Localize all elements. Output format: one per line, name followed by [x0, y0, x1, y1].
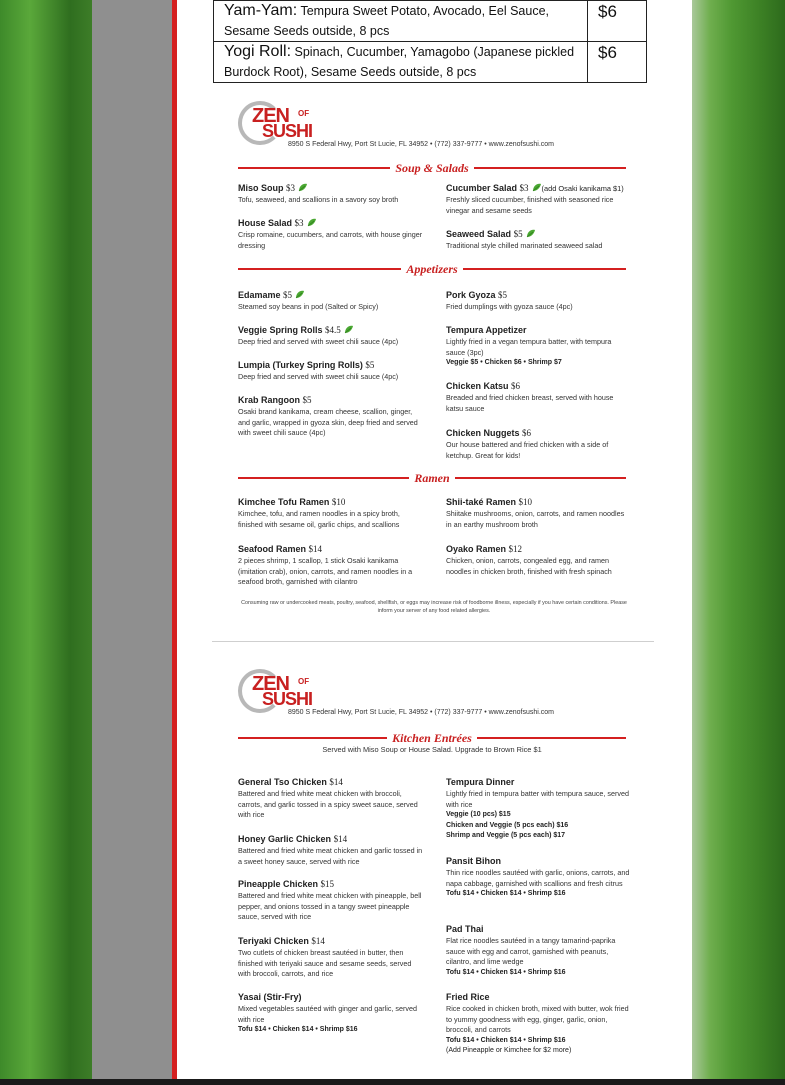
menu-item-title: [238, 395, 423, 406]
page-separator: [212, 641, 654, 642]
item-description: Tofu, seaweed, and scallions in a savory soy broth: [238, 195, 399, 204]
menu-item-title: [238, 325, 423, 336]
item-name: Tempura Appetizer: [446, 325, 527, 335]
item-name: Seafood Ramen: [238, 544, 307, 554]
menu-item-title: [446, 924, 631, 935]
item-name: Shii-také Ramen: [446, 497, 517, 507]
menu-item: [446, 992, 631, 1057]
menu-item-title: [446, 777, 631, 788]
item-price: $12: [508, 544, 523, 554]
item-description: Flat rice noodles sautéed in a tangy tamarind-paprika sauce with egg and carrot, garnished with peanuts, cilantro, and lime wedge: [446, 936, 616, 966]
menu-item: [446, 428, 631, 461]
vegetarian-leaf-icon: [307, 218, 317, 227]
menu-item-title: [238, 936, 423, 947]
item-name: Pansit Bihon: [446, 856, 502, 866]
menu-item-title: [238, 777, 423, 788]
menu-item-title: [238, 183, 423, 194]
menu-item: [238, 992, 423, 1036]
menu-item: [446, 183, 631, 216]
gray-band: [92, 0, 172, 1085]
background-right: [692, 0, 785, 1085]
item-price: $5: [498, 290, 508, 300]
menu-item-title: [238, 544, 423, 555]
item-options: Chicken and Veggie (5 pcs each) $16: [446, 821, 569, 829]
table-row: [214, 1, 647, 42]
menu-item-title: [446, 290, 631, 301]
item-description: Chicken, onion, carrots, congealed egg, and ramen noodles in chicken broth, finished with fresh spinach: [446, 556, 612, 576]
menu-item-title: [238, 360, 423, 371]
item-price: $14: [311, 936, 325, 946]
item-description: Crisp romaine, cucumbers, and carrots, with house ginger dressing: [238, 230, 423, 250]
menu-item: [446, 290, 631, 313]
item-description: Lightly fried in tempura batter with tempura sauce, served with rice: [446, 789, 629, 809]
item-price: $5: [302, 395, 312, 405]
menu-item: [238, 879, 423, 923]
roll-price: $6: [588, 1, 647, 42]
menu-item: [238, 777, 423, 821]
item-name: Chicken Katsu: [446, 381, 509, 391]
item-name: Honey Garlic Chicken: [238, 834, 332, 844]
item-price: $3: [519, 183, 529, 193]
menu-item: [238, 325, 423, 348]
menu-item: [446, 924, 631, 978]
menu-item-title: [238, 218, 423, 229]
item-description: Deep fried and served with sweet chili sauce (4pc): [238, 337, 399, 346]
item-price: $6: [522, 428, 532, 438]
item-extra: (add Osaki kanikama $1): [541, 184, 624, 193]
menu-page-1: [230, 97, 630, 617]
menu-item: [446, 229, 631, 252]
menu-item: [238, 834, 423, 867]
menu-item: [238, 497, 423, 530]
zen-logo: ZEN OF SUSHI: [238, 97, 358, 143]
item-name: Cucumber Salad: [446, 183, 518, 193]
item-description: Freshly sliced cucumber, finished with seasoned rice vinegar and sesame seeds: [446, 195, 614, 215]
item-description: Battered and fried white meat chicken with broccoli, carrots, and garlic tossed in a spicy sweet sauce, served with rice: [238, 789, 418, 819]
item-description: Deep fried and served with sweet chili sauce (4pc): [238, 372, 399, 381]
item-options: Tofu $14 • Chicken $14 • Shrimp $16: [238, 1026, 358, 1033]
item-name: Chicken Nuggets: [446, 428, 520, 438]
item-description: Rice cooked in chicken broth, mixed with butter, wok fried to yummy goodness with egg, ginger, garlic, onion, broccoli, and carrots: [446, 1004, 629, 1034]
menu-item: [446, 856, 631, 900]
item-options: Tofu $14 • Chicken $14 • Shrimp $16: [446, 1036, 566, 1044]
item-options: Tofu $14 • Chicken $14 • Shrimp $16: [446, 968, 566, 976]
menu-item: [238, 544, 423, 588]
menu-item-title: [238, 834, 423, 845]
roll-desc: Tempura Sweet Potato, Avocado, Eel Sauce, Sesame Seeds outside, 8 pcs: [224, 4, 549, 38]
menu-item-title: [446, 856, 631, 867]
menu-item: [446, 777, 631, 842]
item-options: Shrimp and Veggie (5 pcs each) $17: [446, 832, 566, 839]
food-safety-notice: Consuming raw or undercooked meats, poultry, seafood, shellfish, or eggs may increase risk of foodborne illness, especially if you have certain conditions. Please inform your server of any food related allergies.: [241, 600, 627, 614]
section-header-soup: Soup & Salads: [238, 161, 626, 175]
item-description: Osaki brand kanikama, cream cheese, scallion, ginger, and garlic, wrapped in gyoza skin, deep fried and served with sweet chili sauce (4pc): [238, 407, 418, 437]
item-options: Veggie $5 • Chicken $6 • Shrimp $7: [446, 359, 562, 366]
menu-item: [446, 381, 631, 414]
item-name: Pineapple Chicken: [238, 879, 319, 889]
menu-item: [446, 544, 631, 577]
item-name: Yasai (Stir-Fry): [238, 992, 302, 1002]
menu-item: [238, 218, 423, 251]
zen-logo: ZEN OF SUSHI: [238, 665, 358, 711]
item-name: Oyako Ramen: [446, 544, 507, 554]
menu-item-title: [446, 992, 631, 1003]
menu-item: [238, 936, 423, 980]
menu-item-title: [446, 381, 631, 392]
item-description: Mixed vegetables sautéed with ginger and garlic, served with rice: [238, 1004, 417, 1024]
section-header-appetizers: Appetizers: [238, 262, 626, 276]
item-description: Shiitake mushrooms, onion, carrots, and ramen noodles in an earthy mushroom broth: [446, 509, 625, 529]
contact-line: 8950 S Federal Hwy, Port St Lucie, FL 34952 • (772) 337-9777 • www.zenofsushi.com: [288, 141, 554, 148]
item-description: Battered and fried white meat chicken and garlic tossed in a sweet honey sauce, served with rice: [238, 846, 423, 866]
menu-item-title: [238, 992, 423, 1003]
roll-price: $6: [588, 42, 647, 83]
menu-item-title: [446, 428, 631, 439]
item-description: Thin rice noodles sautéed with garlic, onions, carrots, and napa cabbage, garnished with scallions and fresh citrus: [446, 868, 630, 888]
roll-desc: Spinach, Cucumber, Yamagobo (Japanese pickled Burdock Root), Sesame Seeds outside, 8 pcs: [224, 45, 575, 79]
item-price: $10: [331, 497, 346, 507]
vegetarian-leaf-icon: [526, 229, 536, 238]
menu-item: [238, 360, 423, 383]
bottom-bar: [0, 1079, 785, 1085]
item-options: (Add Pineapple or Kimchee for $2 more): [446, 1047, 572, 1054]
menu-item: [238, 183, 423, 206]
menu-item: [238, 290, 423, 313]
item-name: Krab Rangoon: [238, 395, 300, 405]
item-description: Fried dumplings with gyoza sauce (4pc): [446, 302, 573, 311]
item-options: Veggie (10 pcs) $15: [446, 811, 511, 818]
vegetarian-leaf-icon: [344, 325, 354, 334]
menu-item-title: [238, 497, 423, 508]
menu-item-title: [446, 544, 631, 555]
item-name: Seaweed Salad: [446, 229, 512, 239]
item-description: 2 pieces shrimp, 1 scallop, 1 stick Osaki kanikama (imitation crab), onion, carrots, and ramen noodles in a seafood broth, garnished with cilantro: [238, 556, 413, 586]
contact-line: 8950 S Federal Hwy, Port St Lucie, FL 34952 • (772) 337-9777 • www.zenofsushi.com: [288, 709, 554, 716]
item-description: Steamed soy beans in pod (Salted or Spicy): [238, 302, 379, 311]
item-price: $5: [283, 290, 293, 300]
roll-name: Yogi Roll:: [224, 43, 292, 60]
item-price: $3: [286, 183, 296, 193]
item-name: Pork Gyoza: [446, 290, 496, 300]
item-name: House Salad: [238, 218, 293, 228]
menu-page-2: [230, 665, 630, 1075]
item-description: Lightly fried in a vegan tempura batter, with tempura sauce (3pc): [446, 337, 612, 357]
item-price: $5: [513, 229, 523, 239]
item-description: Two cutlets of chicken breast sautéed in butter, then finished with teriyaki sauce and sesame seeds, served with broccoli, carrots, and rice: [238, 948, 412, 978]
vegetarian-leaf-icon: [532, 183, 542, 192]
section-header-kitchen-entrees: Kitchen Entrées: [238, 731, 626, 745]
entree-subline: Served with Miso Soup or House Salad. Upgrade to Brown Rice $1: [322, 745, 542, 754]
menu-item: [446, 325, 631, 369]
item-name: Pad Thai: [446, 924, 484, 934]
vegetarian-leaf-icon: [298, 183, 308, 192]
item-name: Veggie Spring Rolls: [238, 325, 323, 335]
item-name: Lumpia (Turkey Spring Rolls): [238, 360, 363, 370]
menu-item: [446, 497, 631, 530]
vegetarian-leaf-icon: [295, 290, 305, 299]
item-name: Tempura Dinner: [446, 777, 515, 787]
item-description: Breaded and fried chicken breast, served with house katsu sauce: [446, 393, 614, 413]
section-header-ramen: Ramen: [238, 471, 626, 485]
item-name: Fried Rice: [446, 992, 490, 1002]
item-price: $5: [365, 360, 375, 370]
menu-item-title: [446, 229, 631, 240]
item-price: $14: [329, 777, 343, 787]
item-description: Our house battered and fried chicken with a side of ketchup. Great for kids!: [446, 440, 609, 460]
item-price: $3: [294, 218, 304, 228]
menu-item-title: [446, 497, 631, 508]
item-name: Miso Soup: [238, 183, 284, 193]
item-price: $15: [320, 879, 335, 889]
item-name: Edamame: [238, 290, 281, 300]
item-price: $14: [333, 834, 348, 844]
roll-name: Yam-Yam:: [224, 2, 298, 19]
menu-item-title: [238, 290, 423, 301]
item-description: Battered and fried white meat chicken with pineapple, bell pepper, and onions tossed in a tangy sweet pineapple sauce, served with rice: [238, 891, 422, 921]
menu-item: [238, 395, 423, 439]
item-price: $10: [518, 497, 533, 507]
item-price: $4.5: [325, 325, 341, 335]
item-options: Tofu $14 • Chicken $14 • Shrimp $16: [446, 890, 566, 897]
item-price: $14: [308, 544, 323, 554]
item-name: General Tso Chicken: [238, 777, 327, 787]
roll-price-table: [213, 0, 647, 83]
item-price: $6: [511, 381, 521, 391]
item-description: Traditional style chilled marinated seaweed salad: [446, 241, 603, 250]
menu-item-title: [446, 325, 631, 336]
item-name: Kimchee Tofu Ramen: [238, 497, 330, 507]
table-row: [214, 42, 647, 83]
menu-item-title: [446, 183, 631, 194]
menu-item-title: [238, 879, 423, 890]
item-description: Kimchee, tofu, and ramen noodles in a spicy broth, finished with sesame oil, garlic chips, and scallions: [238, 509, 400, 529]
item-name: Teriyaki Chicken: [238, 936, 309, 946]
